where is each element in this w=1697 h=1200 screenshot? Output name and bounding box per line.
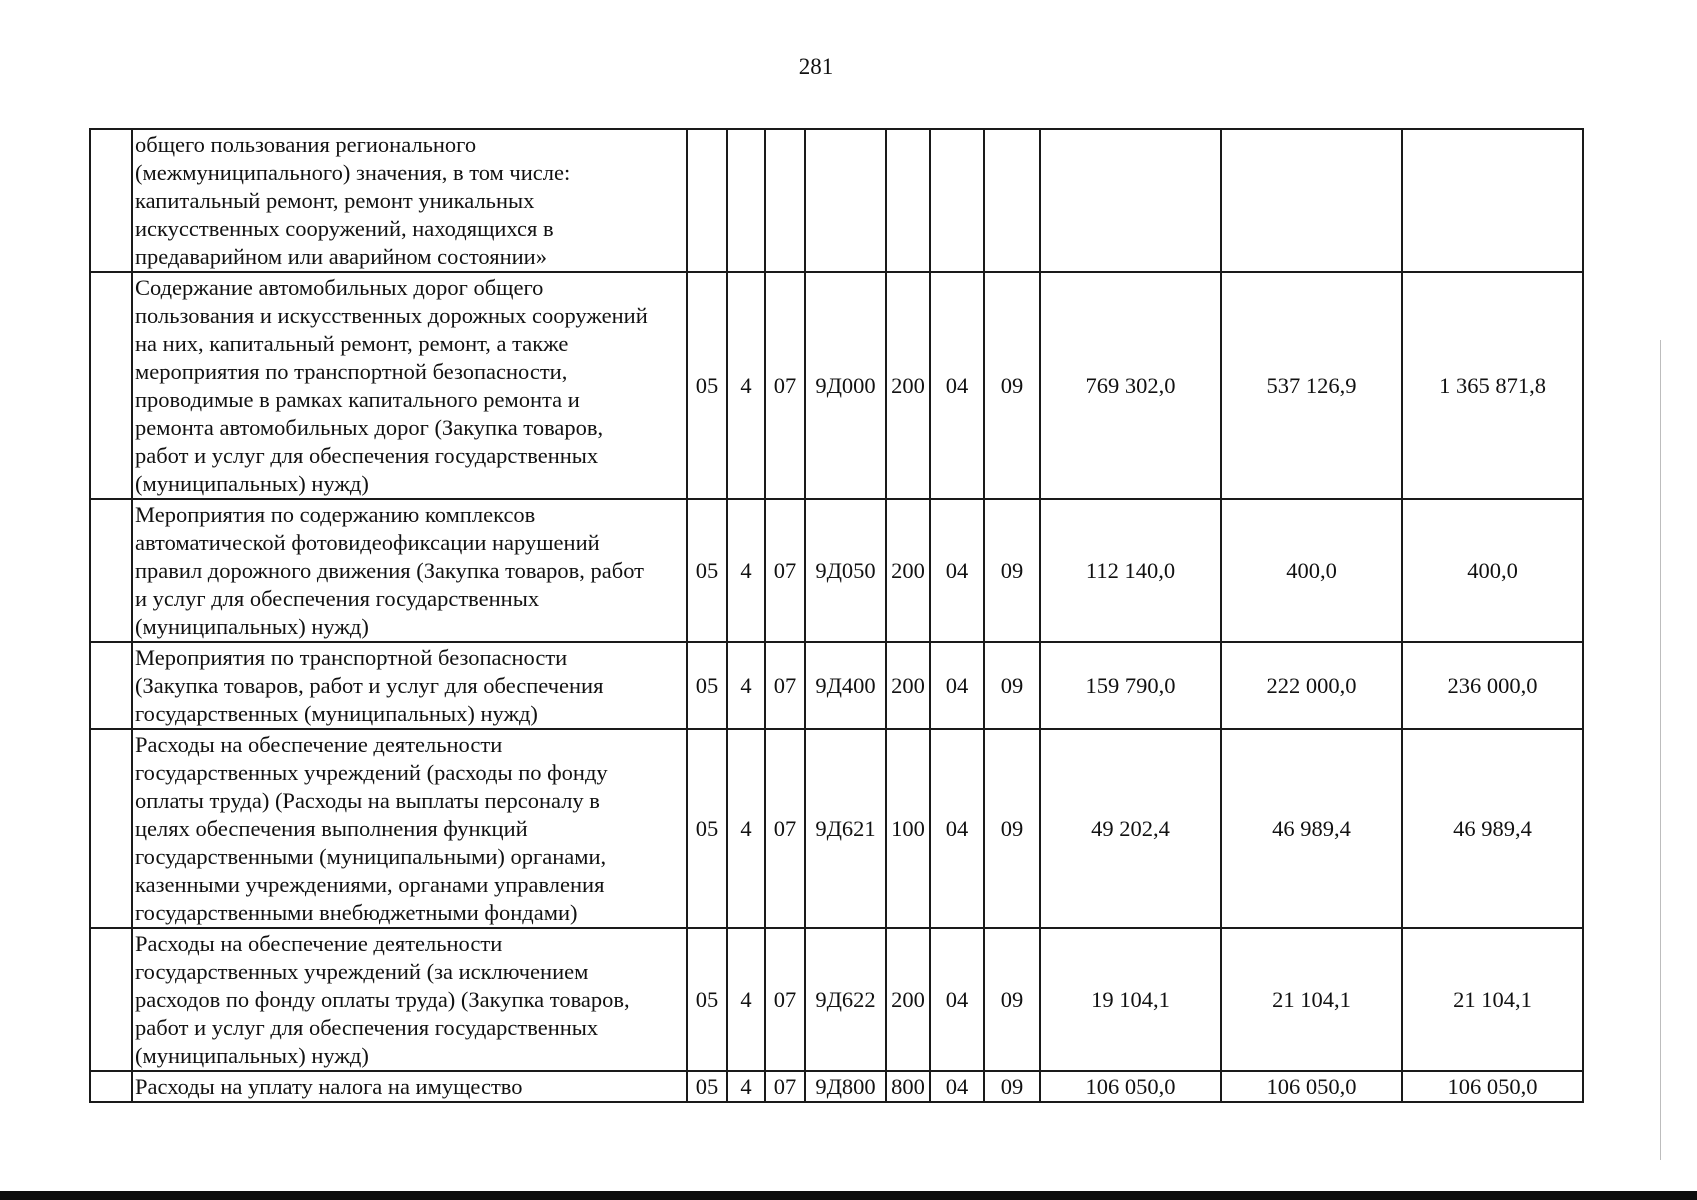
row-number-cell: [90, 129, 132, 272]
table-row: [90, 1071, 1583, 1102]
amount-cell-3: 1 365 871,8: [1402, 272, 1583, 499]
code-cell-7: 09: [984, 272, 1040, 499]
code-cell-4: 9Д800: [805, 1071, 886, 1102]
code-cell-4: 9Д000: [805, 272, 886, 499]
code-cell-5: 200: [886, 499, 930, 642]
expense-name-cell: общего пользования регионального (межмуниципального) значения, в том числе: капитальный ремонт, ремонт уникальных искусственных сооружений, находящихся в предаварийном или аварийном состоянии»: [132, 129, 687, 272]
code-cell-6: 04: [930, 928, 984, 1071]
code-cell-1: 05: [687, 1071, 727, 1102]
code-cell-7: 09: [984, 729, 1040, 928]
code-cell-2: 4: [727, 642, 765, 729]
expense-name-cell: Мероприятия по транспортной безопасности (Закупка товаров, работ и услуг для обеспечения государственных (муниципальных) нужд): [132, 642, 687, 729]
code-cell-4: 9Д050: [805, 499, 886, 642]
amount-cell-2: 46 989,4: [1221, 729, 1402, 928]
code-cell-2: 4: [727, 1071, 765, 1102]
code-cell-1: 05: [687, 642, 727, 729]
code-cell-3: 07: [765, 272, 805, 499]
scan-margin-line: [1660, 340, 1661, 1160]
table-row: [90, 272, 1583, 499]
code-cell-5: [886, 129, 930, 272]
row-number-cell: [90, 272, 132, 499]
code-cell-1: 05: [687, 729, 727, 928]
code-cell-3: 07: [765, 729, 805, 928]
amount-cell-3: 21 104,1: [1402, 928, 1583, 1071]
table-row: [90, 928, 1583, 1071]
code-cell-4: 9Д400: [805, 642, 886, 729]
code-cell-3: 07: [765, 499, 805, 642]
code-cell-3: 07: [765, 1071, 805, 1102]
row-number-cell: [90, 642, 132, 729]
code-cell-6: [930, 129, 984, 272]
code-cell-2: 4: [727, 272, 765, 499]
code-cell-5: 200: [886, 272, 930, 499]
code-cell-2: 4: [727, 928, 765, 1071]
code-cell-1: 05: [687, 272, 727, 499]
amount-cell-3: 236 000,0: [1402, 642, 1583, 729]
scan-bottom-edge: [0, 1191, 1697, 1200]
code-cell-6: 04: [930, 499, 984, 642]
expense-name-cell: Мероприятия по содержанию комплексов автоматической фотовидеофиксации нарушений правил дорожного движения (Закупка товаров, работ и услуг для обеспечения государственных (муниципальных) нужд): [132, 499, 687, 642]
code-cell-4: 9Д622: [805, 928, 886, 1071]
amount-cell-2: 106 050,0: [1221, 1071, 1402, 1102]
code-cell-1: [687, 129, 727, 272]
row-number-cell: [90, 1071, 132, 1102]
code-cell-1: 05: [687, 499, 727, 642]
code-cell-7: [984, 129, 1040, 272]
code-cell-6: 04: [930, 272, 984, 499]
code-cell-3: 07: [765, 642, 805, 729]
amount-cell-1: 112 140,0: [1040, 499, 1221, 642]
table-row: [90, 499, 1583, 642]
expense-name-cell: Расходы на обеспечение деятельности государственных учреждений (за исключением расходов по фонду оплаты труда) (Закупка товаров, работ и услуг для обеспечения государственных (муниципальных) нужд): [132, 928, 687, 1071]
amount-cell-2: 537 126,9: [1221, 272, 1402, 499]
page-number: 281: [798, 54, 834, 79]
amount-cell-1: 769 302,0: [1040, 272, 1221, 499]
budget-table: [89, 128, 1584, 1103]
row-number-cell: [90, 729, 132, 928]
code-cell-4: 9Д621: [805, 729, 886, 928]
table-row: [90, 729, 1583, 928]
amount-cell-3: 400,0: [1402, 499, 1583, 642]
code-cell-5: 200: [886, 642, 930, 729]
code-cell-5: 100: [886, 729, 930, 928]
amount-cell-2: 400,0: [1221, 499, 1402, 642]
code-cell-3: [765, 129, 805, 272]
amount-cell-1: [1040, 129, 1221, 272]
code-cell-5: 800: [886, 1071, 930, 1102]
code-cell-4: [805, 129, 886, 272]
amount-cell-2: 222 000,0: [1221, 642, 1402, 729]
amount-cell-3: 106 050,0: [1402, 1071, 1583, 1102]
code-cell-2: 4: [727, 499, 765, 642]
code-cell-6: 04: [930, 1071, 984, 1102]
amount-cell-3: [1402, 129, 1583, 272]
table-row: [90, 129, 1583, 272]
code-cell-2: [727, 129, 765, 272]
expense-name-cell: Содержание автомобильных дорог общего пользования и искусственных дорожных сооружений на них, капитальный ремонт, ремонт, а также мероприятия по транспортной безопасности, проводимые в рамках капитального ремонта и ремонта автомобильных дорог (Закупка товаров, работ и услуг для обеспечения государственных (муниципальных) нужд): [132, 272, 687, 499]
code-cell-7: 09: [984, 1071, 1040, 1102]
code-cell-3: 07: [765, 928, 805, 1071]
code-cell-5: 200: [886, 928, 930, 1071]
expense-name-cell: Расходы на уплату налога на имущество: [132, 1071, 687, 1102]
amount-cell-1: 106 050,0: [1040, 1071, 1221, 1102]
amount-cell-2: [1221, 129, 1402, 272]
amount-cell-1: 19 104,1: [1040, 928, 1221, 1071]
code-cell-7: 09: [984, 642, 1040, 729]
expense-name-cell: Расходы на обеспечение деятельности государственных учреждений (расходы по фонду оплаты труда) (Расходы на выплаты персоналу в целях обеспечения выполнения функций государственными (муниципальными) органами, казенными учреждениями, органами управления государственными внебюджетными фондами): [132, 729, 687, 928]
code-cell-2: 4: [727, 729, 765, 928]
amount-cell-3: 46 989,4: [1402, 729, 1583, 928]
amount-cell-1: 49 202,4: [1040, 729, 1221, 928]
row-number-cell: [90, 499, 132, 642]
row-number-cell: [90, 928, 132, 1071]
code-cell-7: 09: [984, 928, 1040, 1071]
code-cell-7: 09: [984, 499, 1040, 642]
code-cell-6: 04: [930, 642, 984, 729]
code-cell-6: 04: [930, 729, 984, 928]
amount-cell-2: 21 104,1: [1221, 928, 1402, 1071]
amount-cell-1: 159 790,0: [1040, 642, 1221, 729]
code-cell-1: 05: [687, 928, 727, 1071]
table-row: [90, 642, 1583, 729]
